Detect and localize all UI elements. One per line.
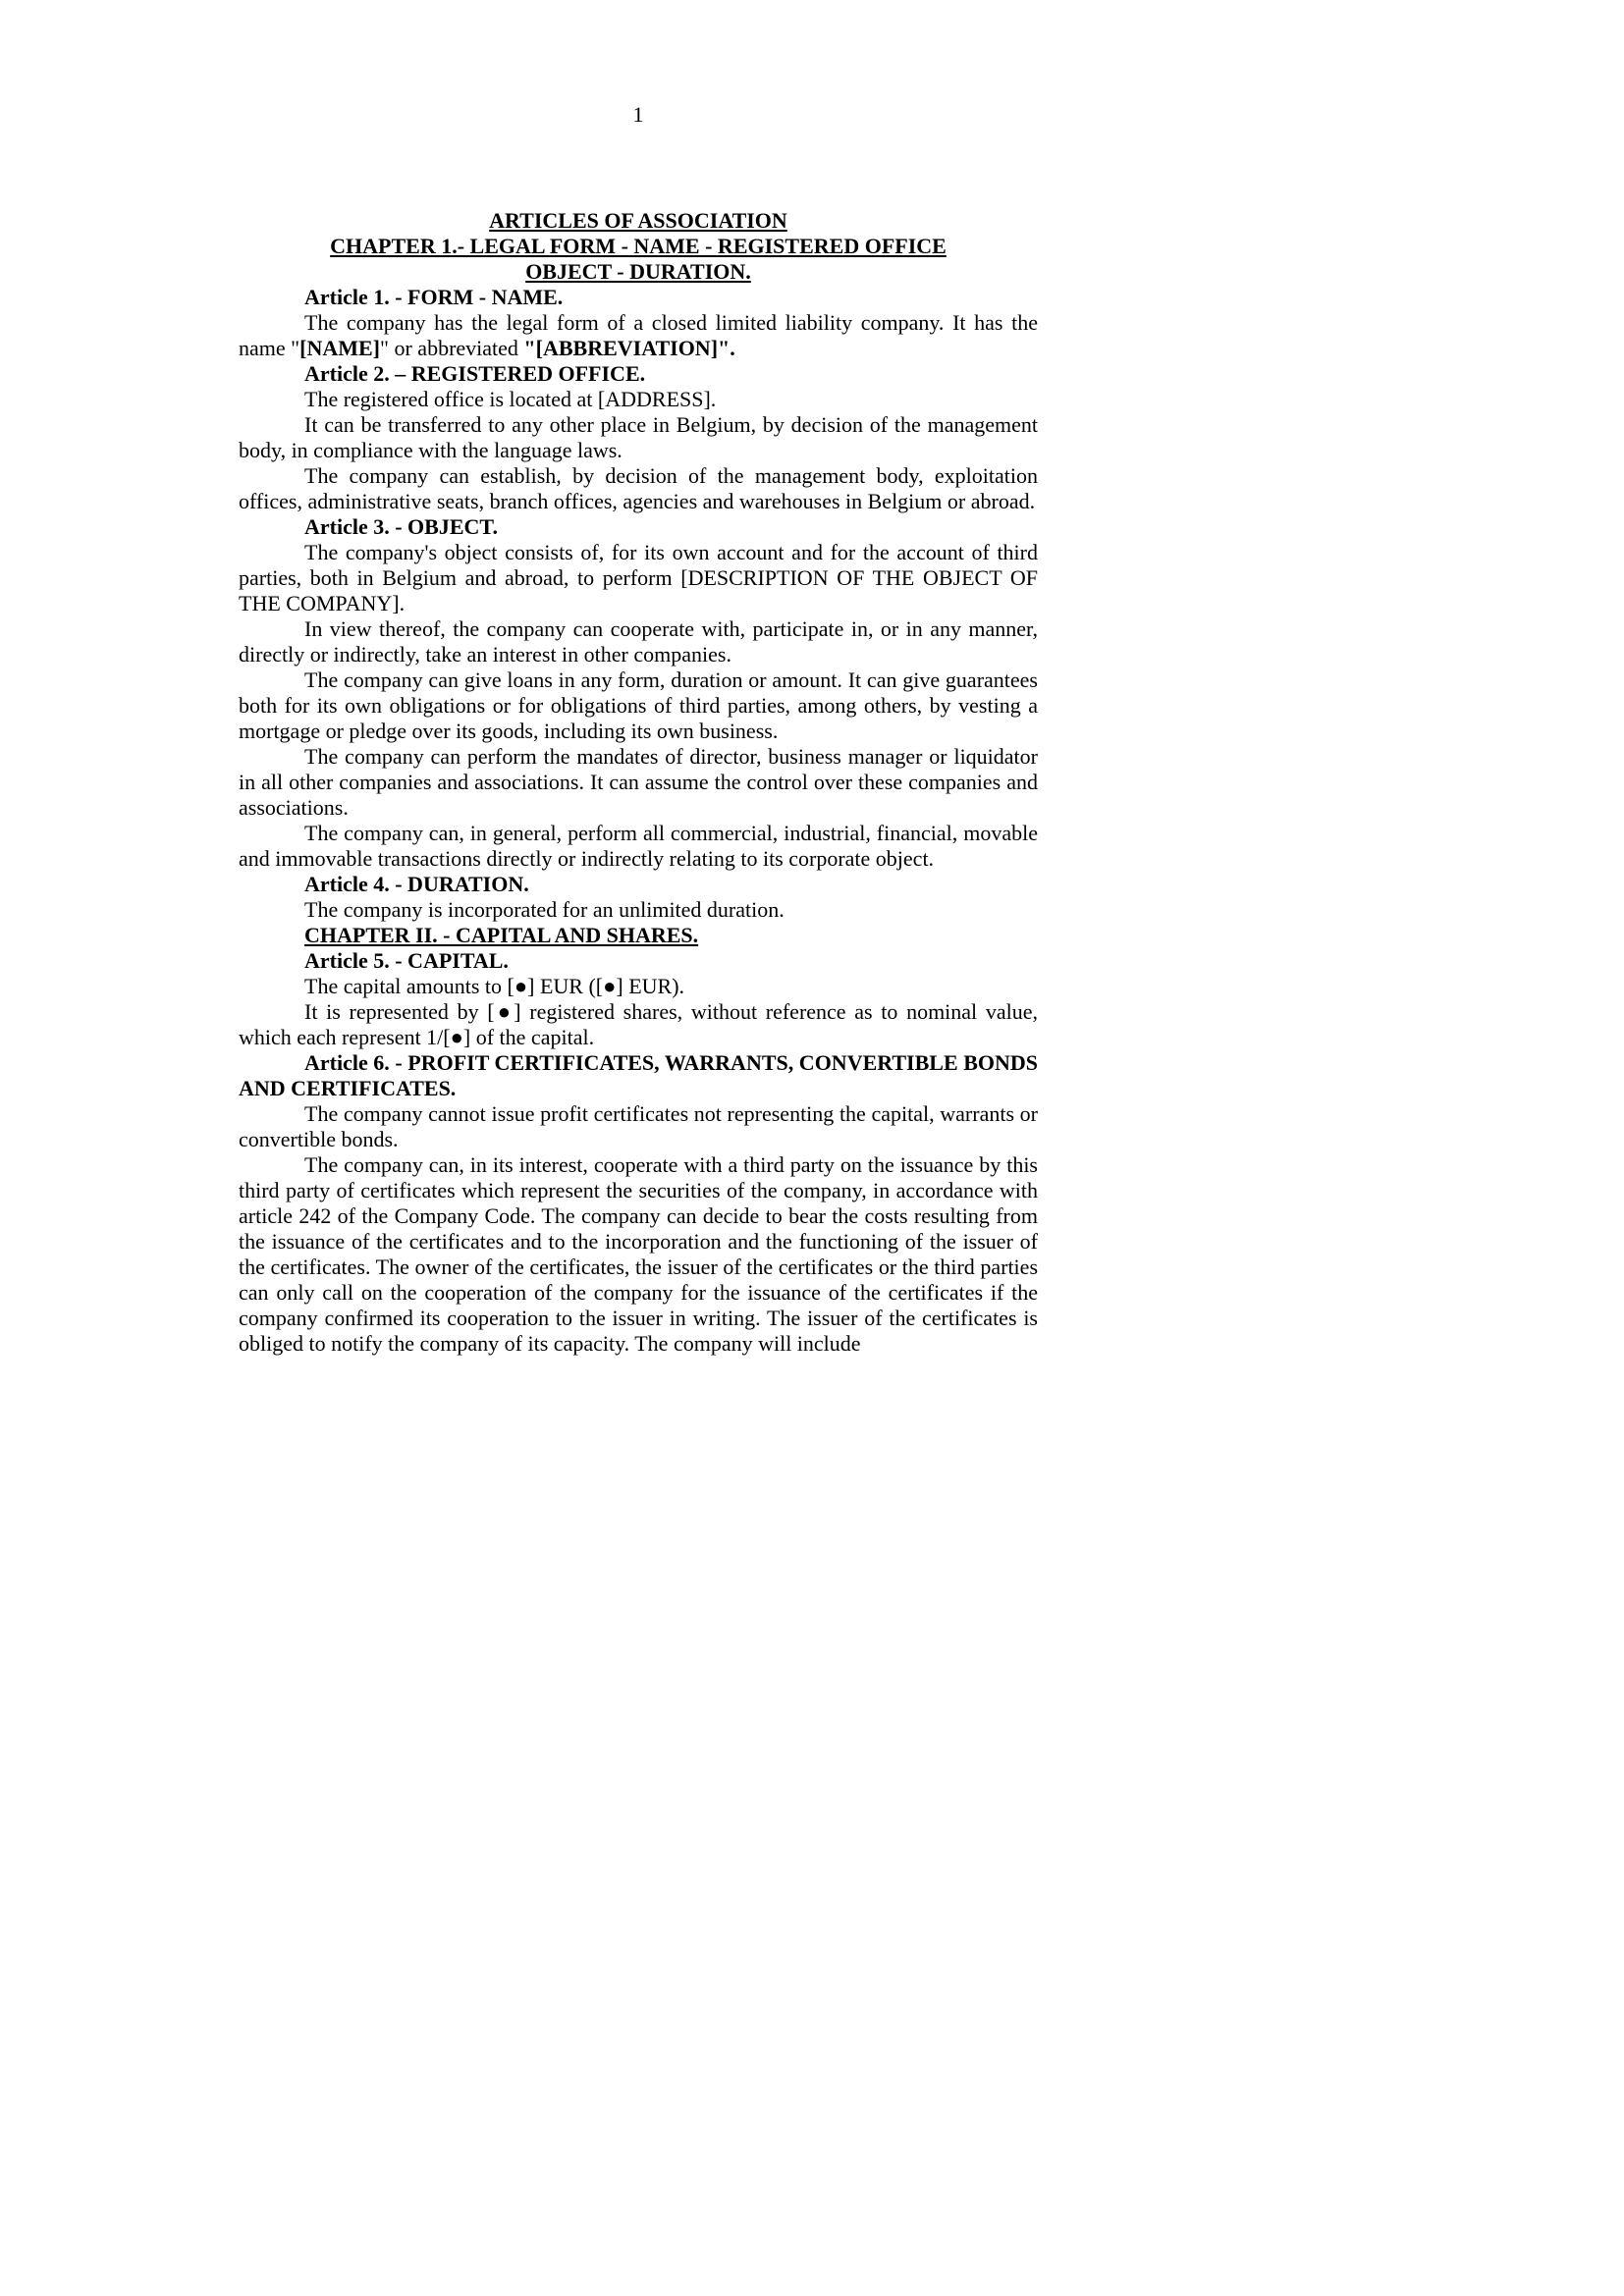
- chapter-1-heading-line-2-text: OBJECT - DURATION.: [525, 259, 751, 284]
- article-2-paragraph-3: The company can establish, by decision of the management body, exploitation offices, administrative seats, branch offices, agencies and warehouses in Belgium or abroad.: [239, 463, 1038, 513]
- chapter-1-heading-line-2: [239, 259, 1038, 285]
- article-3-paragraph-5: The company can, in general, perform all commercial, industrial, financial, movable and immovable transactions directly or indirectly relating to its corporate object.: [239, 821, 1038, 871]
- article-1-paragraph-1-run-3: " or abbreviated: [380, 336, 524, 360]
- chapter-1-heading-line-1: [239, 234, 1038, 259]
- top-margin-spacer: [239, 128, 1038, 208]
- chapter-2-heading: [239, 923, 1038, 948]
- chapter-2-heading-text: CHAPTER II. - CAPITAL AND SHARES.: [304, 923, 699, 947]
- article-3-paragraph-4: The company can perform the mandates of director, business manager or liquidator in all other companies and associations. It can assume the control over these companies and associations.: [239, 744, 1038, 820]
- article-5-paragraph-2: It is represented by [●] registered shares, without reference as to nominal value, which each represent 1/[●] of the capital.: [239, 999, 1038, 1049]
- article-2-paragraph-1: The registered office is located at [ADDRESS].: [304, 387, 717, 411]
- article-2-paragraph-2: It can be transferred to any other place in Belgium, by decision of the management body, in compliance with the language laws.: [239, 412, 1038, 462]
- article-4-paragraph-1: The company is incorporated for an unlimited duration.: [304, 897, 785, 922]
- article-6-paragraph-2: The company can, in its interest, cooperate with a third party on the issuance by this third party of certificates which represent the securities of the company, in accordance with article 242 of the Company Code. The company can decide to bear the costs resulting from the issuance of the certificates and to the incorporation and the functioning of the issuer of the certificates. The owner of the certificates, the issuer of the certificates or the third parties can only call on the cooperation of the company for the issuance of the certificates if the company confirmed its cooperation to the issuer in writing. The issuer of the certificates is obliged to notify the company of its capacity. The company will include: [239, 1152, 1038, 1356]
- article-6-paragraph-1: The company cannot issue profit certificates not representing the capital, warrants or convertible bonds.: [239, 1101, 1038, 1151]
- doc-title-text: ARTICLES OF ASSOCIATION: [489, 208, 787, 233]
- article-2-heading: Article 2. – REGISTERED OFFICE.: [304, 361, 646, 386]
- page-number: 1: [632, 102, 644, 127]
- article-5-paragraph-1: The capital amounts to [●] EUR ([●] EUR).: [304, 974, 685, 998]
- chapter-1-heading-line-1-text: CHAPTER 1.- LEGAL FORM - NAME - REGISTERED OFFICE: [330, 234, 947, 258]
- article-3-paragraph-3: The company can give loans in any form, duration or amount. It can give guarantees both for its own obligations or for obligations of third parties, among others, by vesting a mortgage or pledge over its goods, including its own business.: [239, 667, 1038, 743]
- article-5-heading: Article 5. - CAPITAL.: [304, 948, 509, 973]
- article-3-paragraph-2: In view thereof, the company can cooperate with, participate in, or in any manner, directly or indirectly, take an interest in other companies.: [239, 616, 1038, 667]
- article-3-paragraph-1: The company's object consists of, for its own account and for the account of third parties, both in Belgium and abroad, to perform [DESCRIPTION OF THE OBJECT OF THE COMPANY].: [239, 540, 1038, 615]
- article-1-paragraph-1-run-1: The company has the legal form of a closed limited liability company. It has the name ": [239, 310, 1038, 360]
- article-6-heading: Article 6. - PROFIT CERTIFICATES, WARRANTS, CONVERTIBLE BONDS AND CERTIFICATES.: [239, 1050, 1038, 1100]
- article-3-heading: Article 3. - OBJECT.: [304, 514, 498, 539]
- article-1-heading: Article 1. - FORM - NAME.: [304, 285, 564, 309]
- article-1-paragraph-1: [239, 310, 1038, 361]
- article-4-heading: Article 4. - DURATION.: [304, 872, 529, 896]
- doc-title: [239, 208, 1038, 234]
- abbreviation-placeholder: "[ABBREVIATION]".: [523, 336, 735, 360]
- document-content: [239, 102, 1038, 1357]
- name-placeholder: [NAME]: [299, 336, 380, 360]
